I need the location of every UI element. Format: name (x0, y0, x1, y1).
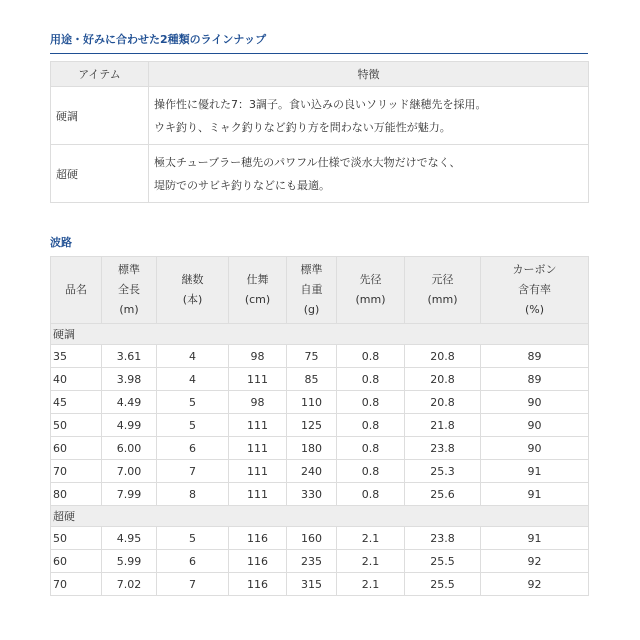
feature-description (149, 145, 589, 203)
header-line: 元径 (431, 273, 454, 286)
spec-cell: 110 (287, 391, 337, 414)
feature-header-feature: 特徴 (149, 62, 589, 87)
spec-cell: 111 (229, 460, 287, 483)
header-line: 先径 (359, 273, 382, 286)
header-line: 継数 (181, 273, 204, 286)
spec-cell: 7 (157, 573, 229, 596)
spec-cell: 91 (481, 527, 589, 550)
spec-cell: 8 (157, 483, 229, 506)
spec-cell: 90 (481, 437, 589, 460)
spec-cell: 90 (481, 414, 589, 437)
spec-cell: 235 (287, 550, 337, 573)
spec-cell: 180 (287, 437, 337, 460)
spec-cell: 4.95 (102, 527, 157, 550)
spec-cell: 23.8 (405, 527, 481, 550)
header-line: 自重 (300, 283, 323, 296)
feature-line: 堤防でのサビキ釣りなどにも最適。 (154, 178, 330, 192)
spec-cell: 3.61 (102, 345, 157, 368)
feature-row (51, 87, 589, 145)
header-line: 標準 (118, 263, 140, 276)
spec-cell: 20.8 (405, 345, 481, 368)
spec-cell: 89 (481, 368, 589, 391)
spec-cell: 20.8 (405, 368, 481, 391)
feature-name: 硬調 (51, 87, 149, 145)
spec-cell: 0.8 (337, 368, 405, 391)
spec-cell: 50 (51, 527, 102, 550)
header-butt-diameter (405, 257, 481, 324)
header-sections (157, 257, 229, 324)
spec-cell: 2.1 (337, 527, 405, 550)
spec-cell: 92 (481, 573, 589, 596)
spec-row (51, 391, 589, 414)
spec-cell: 6 (157, 437, 229, 460)
feature-row (51, 145, 589, 203)
spec-cell: 50 (51, 414, 102, 437)
spec-table (50, 256, 589, 596)
spec-cell: 25.5 (405, 550, 481, 573)
spec-cell: 330 (287, 483, 337, 506)
spec-row (51, 414, 589, 437)
spec-cell: 5.99 (102, 550, 157, 573)
spec-cell: 111 (229, 414, 287, 437)
spec-cell: 116 (229, 550, 287, 573)
spec-cell: 89 (481, 345, 589, 368)
spec-cell: 0.8 (337, 460, 405, 483)
spec-cell: 20.8 (405, 391, 481, 414)
header-line: カーボン (512, 263, 557, 276)
header-line: (g) (303, 303, 320, 316)
header-line: 全長 (118, 283, 140, 296)
spec-cell: 0.8 (337, 391, 405, 414)
spec-cell: 4.99 (102, 414, 157, 437)
feature-description (149, 87, 589, 145)
spec-cell: 0.8 (337, 483, 405, 506)
spec-cell: 4 (157, 345, 229, 368)
spec-group-row (51, 506, 589, 527)
spec-cell: 25.3 (405, 460, 481, 483)
spec-group-row (51, 324, 589, 345)
feature-header-row (51, 62, 589, 87)
spec-cell: 25.6 (405, 483, 481, 506)
spec-cell: 45 (51, 391, 102, 414)
spec-row (51, 483, 589, 506)
spec-cell: 91 (481, 460, 589, 483)
feature-line: 極太チューブラー穂先のパワフル仕様で淡水大物だけでなく、 (154, 155, 461, 169)
spec-cell: 92 (481, 550, 589, 573)
header-line: (%) (524, 303, 545, 316)
spec-cell: 7.00 (102, 460, 157, 483)
spec-cell: 4 (157, 368, 229, 391)
spec-cell: 125 (287, 414, 337, 437)
spec-cell: 6.00 (102, 437, 157, 460)
spec-group-label: 超硬 (51, 506, 589, 527)
spec-cell: 7.99 (102, 483, 157, 506)
spec-row (51, 573, 589, 596)
header-line: (m) (119, 303, 139, 316)
spec-cell: 70 (51, 460, 102, 483)
spec-row (51, 368, 589, 391)
spec-cell: 5 (157, 391, 229, 414)
spec-cell: 116 (229, 527, 287, 550)
spec-cell: 60 (51, 550, 102, 573)
header-weight (287, 257, 337, 324)
spec-cell: 90 (481, 391, 589, 414)
header-line: (cm) (244, 293, 271, 306)
spec-cell: 7 (157, 460, 229, 483)
spec-cell: 75 (287, 345, 337, 368)
spec-cell: 2.1 (337, 573, 405, 596)
spec-cell: 91 (481, 483, 589, 506)
spec-cell: 35 (51, 345, 102, 368)
spec-cell: 0.8 (337, 437, 405, 460)
header-product-name (51, 257, 102, 324)
spec-cell: 0.8 (337, 345, 405, 368)
feature-table (50, 61, 589, 203)
feature-header-item: アイテム (51, 62, 149, 87)
spec-cell: 80 (51, 483, 102, 506)
spec-row (51, 460, 589, 483)
spec-cell: 98 (229, 391, 287, 414)
spec-cell: 70 (51, 573, 102, 596)
spec-row (51, 437, 589, 460)
spec-row (51, 550, 589, 573)
spec-cell: 21.8 (405, 414, 481, 437)
spec-row (51, 345, 589, 368)
header-length (102, 257, 157, 324)
header-line: (mm) (427, 293, 458, 306)
spec-cell: 7.02 (102, 573, 157, 596)
spec-cell: 2.1 (337, 550, 405, 573)
spec-cell: 23.8 (405, 437, 481, 460)
feature-line: ウキ釣り、ミャク釣りなど釣り方を問わない万能性が魅力。 (154, 120, 451, 134)
feature-name: 超硬 (51, 145, 149, 203)
spec-cell: 315 (287, 573, 337, 596)
spec-cell: 6 (157, 550, 229, 573)
spec-group-label: 硬調 (51, 324, 589, 345)
spec-cell: 0.8 (337, 414, 405, 437)
header-line: 含有率 (518, 283, 551, 296)
spec-cell: 111 (229, 483, 287, 506)
header-line: 仕舞 (246, 273, 269, 286)
spec-cell: 111 (229, 437, 287, 460)
header-line: (mm) (355, 293, 386, 306)
spec-cell: 85 (287, 368, 337, 391)
spec-row (51, 527, 589, 550)
spec-cell: 60 (51, 437, 102, 460)
header-closed-length (229, 257, 287, 324)
feature-line: 操作性に優れた7：3調子。食い込みの良いソリッド継穂先を採用。 (154, 97, 487, 111)
spec-cell: 98 (229, 345, 287, 368)
header-line: 品名 (65, 283, 87, 296)
spec-title: 波路 (50, 236, 72, 249)
spec-cell: 116 (229, 573, 287, 596)
spec-cell: 240 (287, 460, 337, 483)
lineup-heading: 用途・好みに合わせた2種類のラインナップ (50, 34, 588, 54)
header-carbon-content (481, 257, 589, 324)
spec-body (51, 324, 589, 596)
spec-cell: 5 (157, 527, 229, 550)
spec-cell: 25.5 (405, 573, 481, 596)
header-tip-diameter (337, 257, 405, 324)
spec-cell: 4.49 (102, 391, 157, 414)
header-line: 標準 (300, 263, 323, 276)
spec-cell: 5 (157, 414, 229, 437)
spec-cell: 40 (51, 368, 102, 391)
spec-cell: 111 (229, 368, 287, 391)
spec-cell: 3.98 (102, 368, 157, 391)
spec-header-row (51, 257, 589, 324)
header-line: (本) (182, 293, 203, 306)
spec-cell: 160 (287, 527, 337, 550)
